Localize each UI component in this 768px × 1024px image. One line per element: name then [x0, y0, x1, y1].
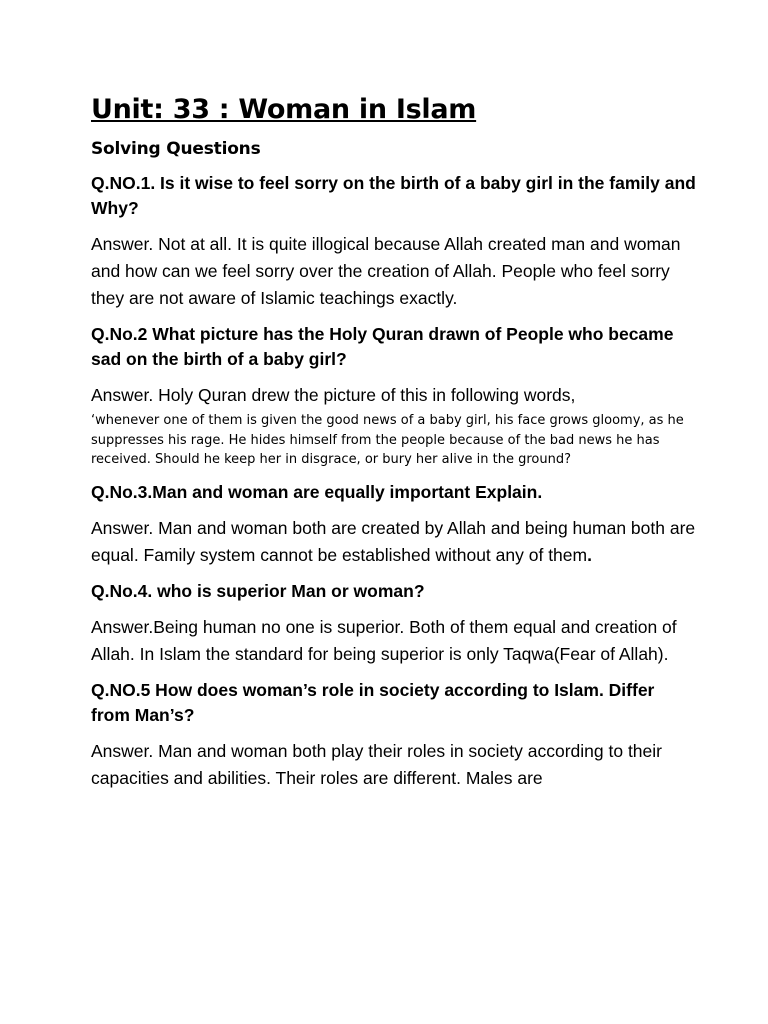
question-5: Q.NO.5 How does woman’s role in society according to Islam. Differ from Man’s? [91, 679, 655, 725]
page-title: Unit: 33 : Woman in Islam [91, 94, 477, 125]
answer-2: Answer. Holy Quran drew the picture of this in following words, [91, 385, 576, 405]
question-2: Q.No.2 What picture has the Holy Quran drawn of People who became sad on the birth of a baby girl? [91, 324, 674, 369]
answer-3-period: . [587, 544, 592, 565]
answer-3 [91, 515, 696, 569]
answer-5: Answer. Man and woman both play their roles in society according to their capacities and abilities. Their roles are different. Males are [91, 740, 662, 788]
question-1: Q.NO.1. Is it wise to feel sorry on the birth of a baby girl in the family and Why? [91, 173, 696, 218]
question-3: Q.No.3.Man and woman are equally important Explain. [91, 481, 543, 502]
answer-1: Answer. Not at all. It is quite illogical because Allah created man and woman and how can we feel sorry over the creation of Allah. People who feel sorry they are not aware of Islamic teachings exactly. [91, 234, 681, 308]
answer-4: Answer.Being human no one is superior. Both of them equal and creation of Allah. In Islam the standard for being superior is only Taqwa(Fear of Allah). [91, 616, 677, 664]
section-subtitle: Solving Questions [91, 139, 261, 159]
quran-quote: ‘whenever one of them is given the good news of a baby girl, his face grows gloomy, as he suppresses his rage. He hides himself from the people because of the bad news he has received. Should he keep her in disgrace, or bury her alive in the ground? [91, 413, 684, 467]
question-4: Q.No.4. who is superior Man or woman? [91, 580, 425, 601]
answer-3-text: Answer. Man and woman both are created by Allah and being human both are equal. Family system cannot be established without any of them [91, 517, 696, 565]
